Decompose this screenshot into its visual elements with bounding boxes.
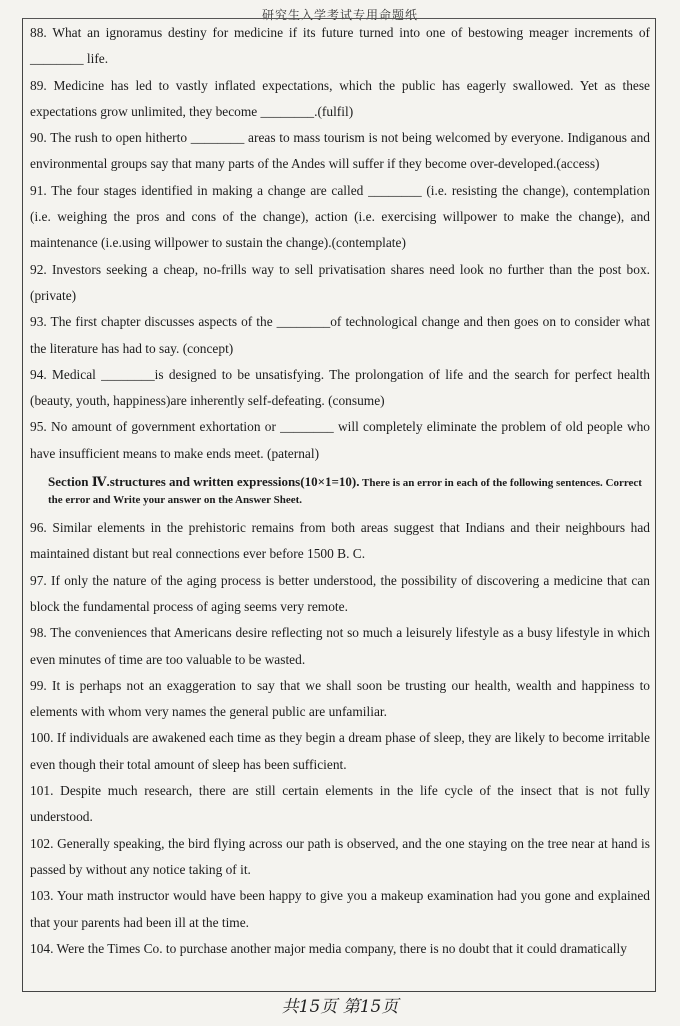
question-96: 96. Similar elements in the prehistoric remains from both areas suggest that Indians and their neighbours had maintained distant but real connections ever before 1500 B. C.	[30, 520, 650, 562]
question-content	[30, 20, 650, 962]
question-101: 101. Despite much research, there are still certain elements in the life cycle of the insect that is not fully understood.	[30, 783, 650, 825]
question-97: 97. If only the nature of the aging process is better understood, the possibility of discovering a medicine that can block the fundamental process of aging seems very remote.	[30, 572, 650, 614]
question-98: 98. The conveniences that Americans desire reflecting not so much a leisurely lifestyle as a busy lifestyle in which even minutes of time are too valuable to be wasted.	[30, 625, 650, 667]
page-footer: 共15页 第15页	[281, 997, 399, 1017]
question-100: 100. If individuals are awakened each time as they begin a dream phase of sleep, they are likely to become irritable even though their total amount of sleep has been sufficient.	[30, 730, 650, 772]
question-94: 94. Medical ________is designed to be unsatisfying. The prolongation of life and the search for perfect health (beauty, youth, happiness)are inherently self-defeating. (consume)	[30, 366, 650, 409]
question-103: 103. Your math instructor would have been happy to give you a makeup examination had you gone and explained that your parents had been ill at the time.	[30, 888, 650, 930]
question-89: 89. Medicine has led to vastly inflated expectations, which the public has eagerly swallowed. Yet as these expectations grow unlimited, they become ________.(fulfil)	[30, 77, 650, 119]
question-104: 104. Were the Times Co. to purchase another major media company, there is no doubt that it could dramatically	[30, 940, 627, 956]
section-title: Section Ⅳ.structures and written expressions(10×1=10).	[48, 474, 360, 490]
question-92: 92. Investors seeking a cheap, no-frills way to sell privatisation shares need look no further than the post box. (private)	[30, 261, 650, 303]
fill-in-items	[30, 20, 650, 467]
question-91: 91. The four stages identified in making a change are called ________ (i.e. resisting the change), contemplation (i.e. weighing the pros and cons of the change), action (i.e. exercising willpower to make the change), and maintenance (i.e.using willpower to sustain the change).(contemplate)	[30, 182, 650, 251]
question-102: 102. Generally speaking, the bird flying across our path is observed, and the one staying on the tree near at hand is passed by without any notice taking of it.	[30, 835, 650, 877]
question-93: 93. The first chapter discusses aspects of the ________of technological change and then goes on to consider what the literature has had to say. (concept)	[30, 314, 650, 356]
section-instruction: There is an error in each of the following sentences. Correct the error and Write your answer on the Answer Sheet.	[48, 477, 642, 507]
question-88: 88. What an ignoramus destiny for medicine if its future turned into one of bestowing meager increments of ________ life.	[30, 25, 650, 67]
question-99: 99. It is perhaps not an exaggeration to say that we shall soon be trusting our health, wealth and happiness to elements with whom very names the general public are unfamiliar.	[30, 677, 650, 720]
section-heading	[30, 467, 650, 515]
error-correction-items	[30, 515, 650, 962]
question-95: 95. No amount of government exhortation or ________ will completely eliminate the problem of old people who have insufficient means to make ends meet. (paternal)	[30, 419, 650, 461]
page-header: 研究生入学考试专用命题纸	[261, 8, 418, 22]
question-90: 90. The rush to open hitherto ________ areas to mass tourism is not being welcomed by everyone. Indiganous and environmental groups say that many parts of the Andes will suffer if they become over-developed.(access)	[30, 130, 650, 172]
